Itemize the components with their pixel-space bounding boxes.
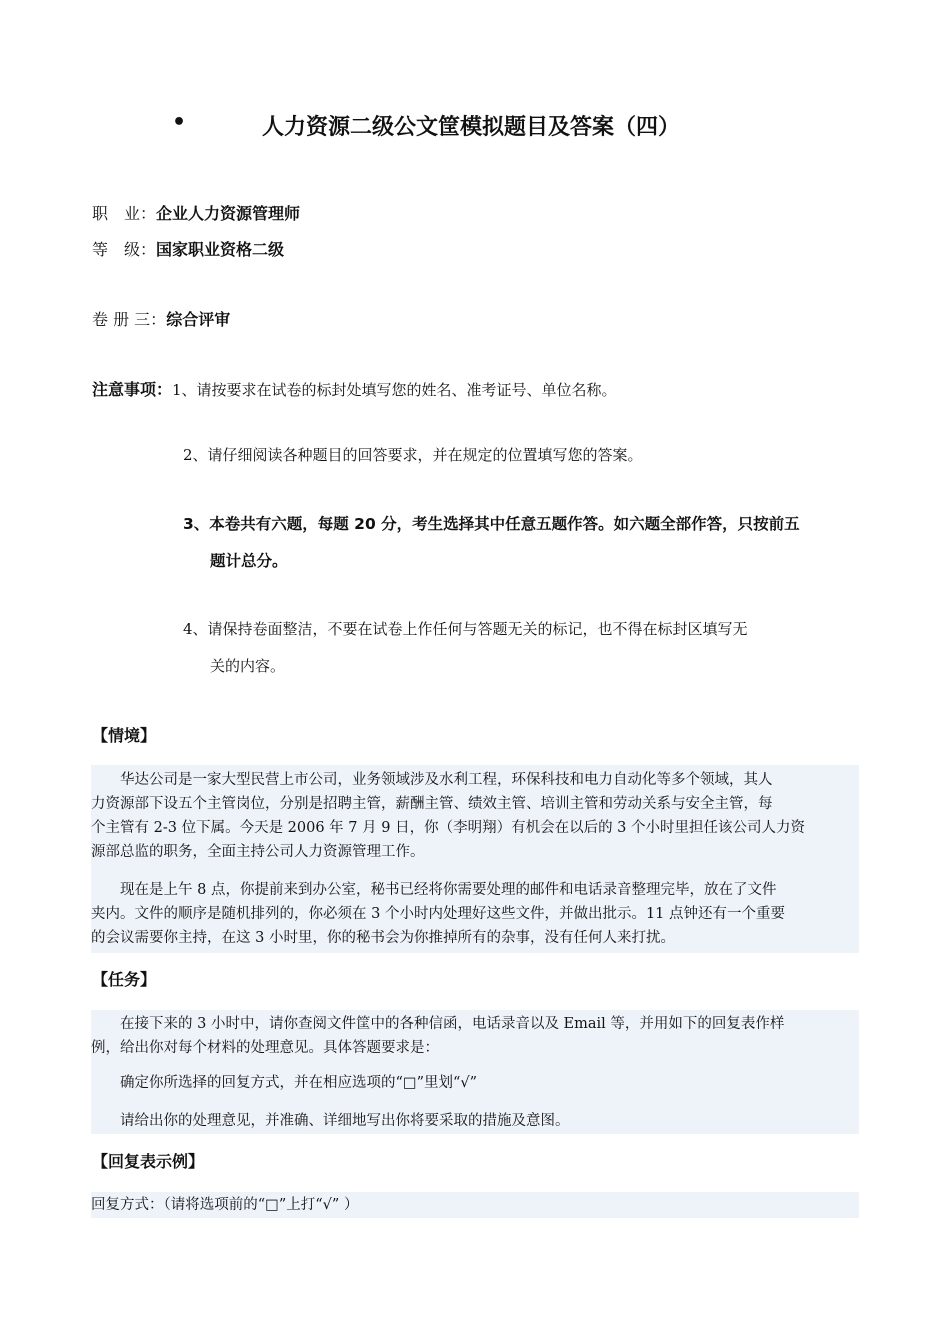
- volume-label: 卷 册 三：: [92, 310, 167, 329]
- situation-p2-line: 的会议需要你主持，在这 3 小时里，你的秘书会为你推掉所有的杂事，没有任何人来打扰。: [91, 930, 675, 946]
- situation-p2-line: 夹内。文件的顺序是随机排列的，你必须在 3 个小时内处理好这些文件，并做出批示。11 点钟还有一个重要: [91, 906, 785, 922]
- task-paragraph-1: [91, 1012, 859, 1060]
- task-paragraph-2: 确定你所选择的回复方式，并在相应选项的“□”里划“√”: [91, 1075, 478, 1091]
- page-title: [0, 110, 950, 144]
- notice-item-3-line-1: 3、本卷共有六题，每题 20 分，考生选择其中任意五题作答。如六题全部作答，只按前五: [183, 515, 800, 533]
- notice-item-3-line-2: 题计总分。: [210, 552, 288, 570]
- notice-item-1-text: 1、请按要求在试卷的标封处填写您的姓名、准考证号、单位名称。: [172, 381, 617, 399]
- reply-example-box: [91, 1192, 859, 1218]
- level-label: 等 级：: [92, 240, 157, 259]
- task-heading: 【任务】: [92, 970, 157, 989]
- task-p1-line: 例，给出你对每个材料的处理意见。具体答题要求是：: [91, 1040, 439, 1056]
- volume-value: 综合评审: [166, 310, 231, 329]
- notice-item-2: 2、请仔细阅读各种题目的回答要求，并在规定的位置填写您的答案。: [183, 446, 643, 464]
- occupation-value: 企业人力资源管理师: [156, 204, 301, 223]
- situation-p1-line: 力资源部下设五个主管岗位，分别是招聘主管，薪酬主管、绩效主管、培训主管和劳动关系与安全主管，每: [91, 796, 773, 812]
- task-p1-line: 在接下来的 3 小时中，请你查阅文件筐中的各种信函，电话录音以及 Email 等，并用如下的回复表作样: [91, 1016, 785, 1032]
- situation-heading: 【情境】: [92, 726, 157, 745]
- situation-p1-line: 个主管有 2-3 位下属。今天是 2006 年 7 月 9 日，你（李明翔）有机会在以后的 3 个小时里担任该公司人力资: [91, 820, 806, 836]
- situation-box: [91, 765, 859, 953]
- task-box: [91, 1010, 859, 1134]
- notice-heading: 注意事项：: [92, 380, 173, 399]
- situation-paragraph-2: [91, 878, 859, 950]
- situation-p1-line: 华达公司是一家大型民营上市公司，业务领域涉及水利工程，环保科技和电力自动化等多个领域，其人: [91, 772, 773, 788]
- title-text: 人力资源二级公文筐模拟题目及答案（四）: [262, 115, 681, 140]
- notice-item-1: [92, 377, 617, 400]
- situation-p1-line: 源部总监的职务，全面主持公司人力资源管理工作。: [91, 844, 425, 860]
- volume-line: [92, 307, 230, 330]
- level-line: [92, 237, 284, 260]
- notice-item-4-line-1: 4、请保持卷面整洁，不要在试卷上作任何与答题无关的标记，也不得在标封区填写无: [183, 620, 748, 638]
- situation-p2-line: 现在是上午 8 点，你提前来到办公室，秘书已经将你需要处理的邮件和电话录音整理完毕，放在了文件: [91, 882, 777, 898]
- title-bullet: •: [172, 110, 187, 135]
- situation-paragraph-1: [91, 768, 859, 864]
- occupation-label: 职 业：: [92, 204, 157, 223]
- reply-method-line: 回复方式：（请将选项前的“□”上打“√” ）: [91, 1197, 359, 1213]
- reply-example-heading: 【回复表示例】: [92, 1152, 205, 1171]
- occupation-line: [92, 201, 300, 224]
- level-value: 国家职业资格二级: [156, 240, 285, 259]
- task-paragraph-3: 请给出你的处理意见，并准确、详细地写出你将要采取的措施及意图。: [91, 1113, 570, 1129]
- notice-item-4-line-2: 关的内容。: [210, 657, 286, 675]
